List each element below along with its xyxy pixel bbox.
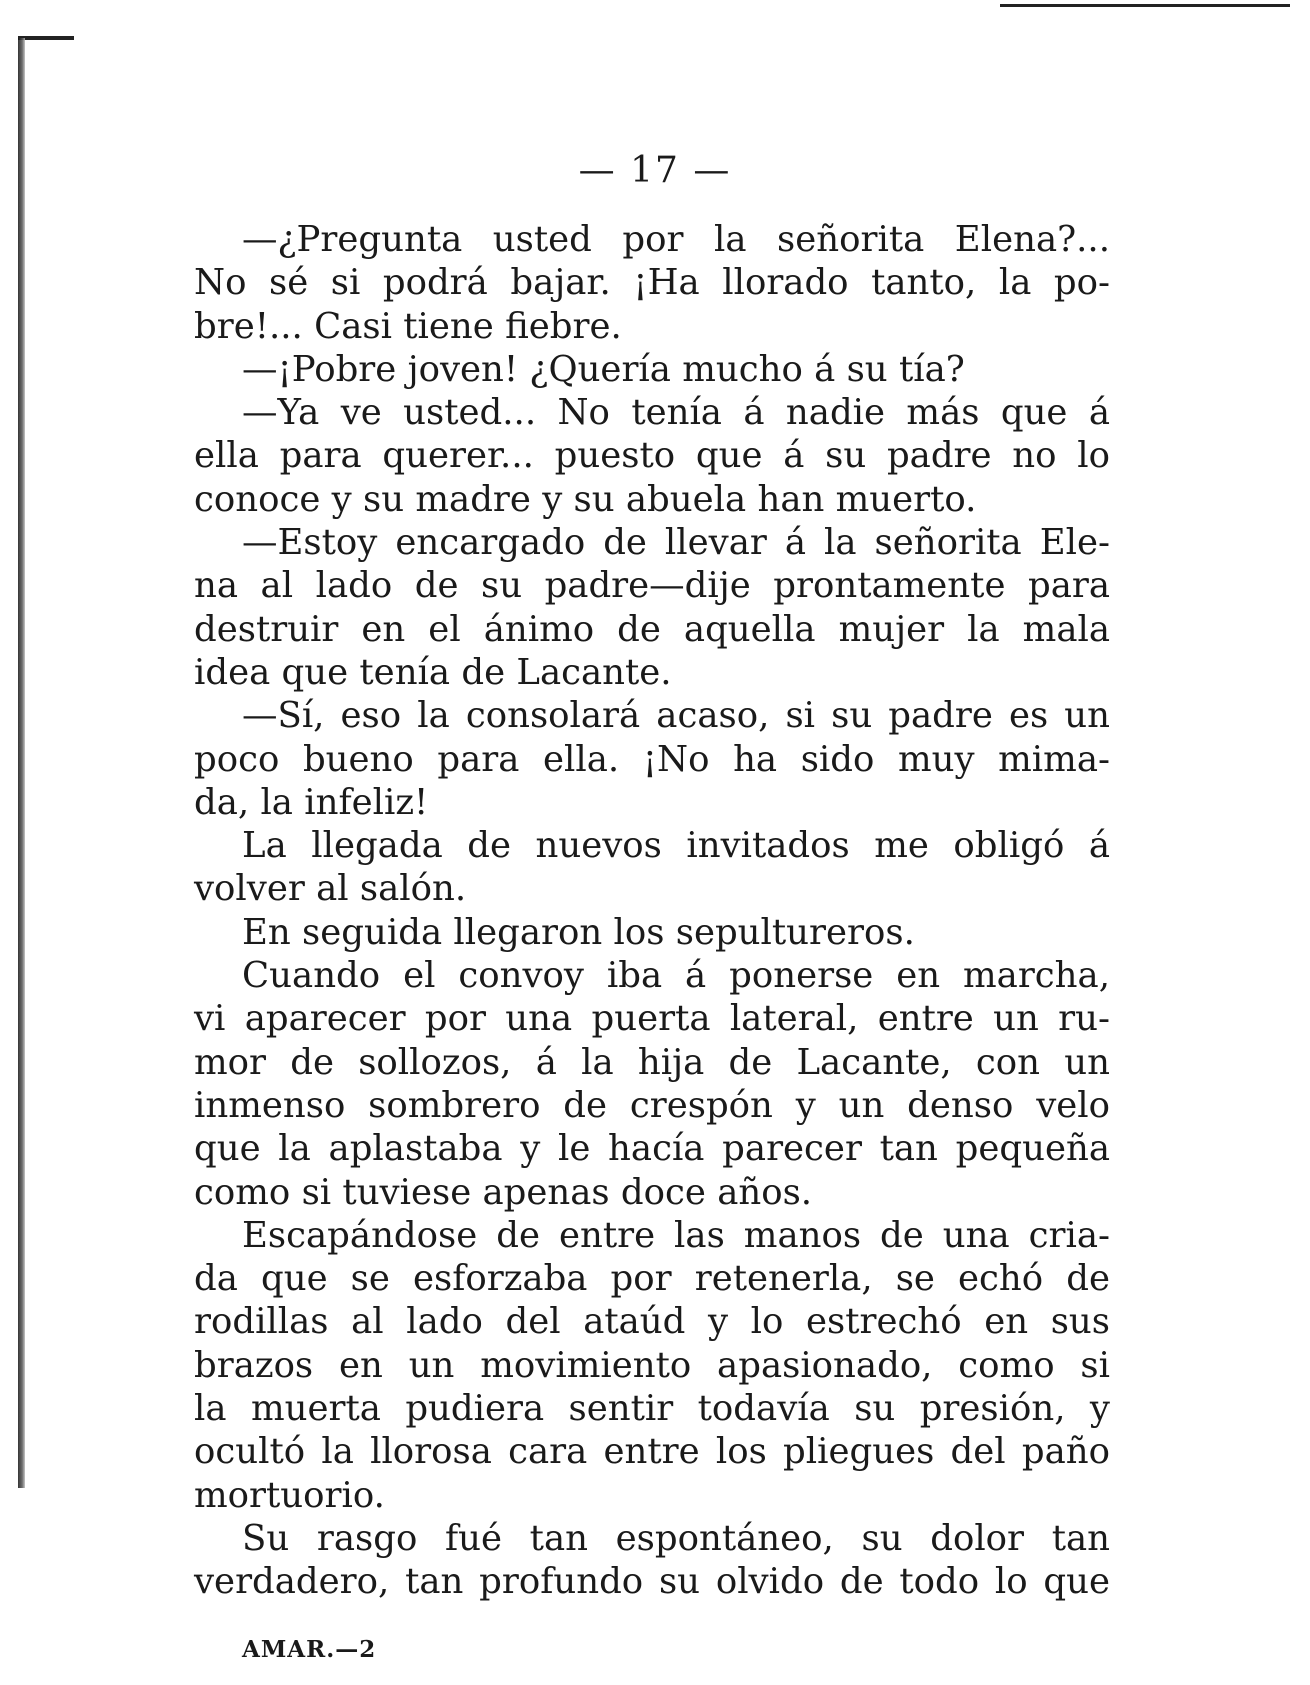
text-line: Escapándose de entre las manos de una cria-: [242, 1214, 1110, 1256]
text-line: En seguida llegaron los sepultureros.: [242, 911, 915, 953]
text-line: idea que tenía de Lacante.: [194, 651, 672, 693]
text-line: inmenso sombrero de crespón y un denso velo: [194, 1084, 1110, 1126]
text-line: brazos en un movimiento apasionado, como si: [194, 1344, 1110, 1386]
text-line: na al lado de su padre—dije prontamente para: [194, 565, 1110, 607]
text-line: conoce y su madre y su abuela han muerto.: [194, 478, 977, 520]
text-line: rodillas al lado del ataúd y lo estrechó en sus: [194, 1301, 1110, 1343]
text-line: —¿Pregunta usted por la señorita Elena?...: [242, 219, 1110, 260]
text-line: la muerta pudiera sentir todavía su presión, y: [194, 1388, 1110, 1430]
text-line: —¡Pobre joven! ¿Quería mucho á su tía?: [242, 348, 965, 390]
text-line: bre!... Casi tiene fiebre.: [194, 305, 622, 347]
text-line: —Ya ve usted... No tenía á nadie más que á: [242, 392, 1110, 434]
signature-mark: AMAR.—2: [242, 1636, 377, 1663]
text-line: —Sí, eso la consolará acaso, si su padre es un: [242, 695, 1110, 737]
text-line: que la aplastaba y le hacía parecer tan pequeña: [194, 1128, 1110, 1170]
text-line: mor de sollozos, á la hija de Lacante, con un: [194, 1041, 1110, 1083]
binding-edge-top: [18, 36, 74, 40]
binding-edge: [18, 38, 25, 1488]
text-line: vi aparecer por una puerta lateral, entre un ru-: [194, 998, 1110, 1040]
text-line: poco bueno para ella. ¡No ha sido muy mima-: [194, 738, 1110, 780]
text-line: volver al salón.: [194, 868, 467, 910]
page-number: — 17 —: [578, 150, 732, 191]
text-line: verdadero, tan profundo su olvido de todo lo que: [194, 1561, 1110, 1603]
body-text: [194, 218, 1110, 1604]
text-line: destruir en el ánimo de aquella mujer la mala: [194, 608, 1110, 650]
text-line: Su rasgo fué tan espontáneo, su dolor tan: [242, 1517, 1110, 1559]
top-rule: [1000, 4, 1290, 7]
text-line: Cuando el convoy iba á ponerse en marcha,: [242, 955, 1110, 997]
text-line: No sé si podrá bajar. ¡Ha llorado tanto, la po-: [194, 262, 1110, 304]
text-line: ocultó la llorosa cara entre los pliegues del paño: [194, 1431, 1110, 1473]
text-line: como si tuviese apenas doce años.: [194, 1171, 813, 1213]
text-line: ella para querer... puesto que á su padre no lo: [194, 435, 1110, 477]
text-line: La llegada de nuevos invitados me obligó á: [242, 825, 1110, 867]
text-line: —Estoy encargado de llevar á la señorita Ele-: [242, 522, 1110, 564]
text-line: da, la infeliz!: [194, 781, 429, 823]
text-line: mortuorio.: [194, 1474, 385, 1516]
text-line: da que se esforzaba por retenerla, se echó de: [194, 1258, 1110, 1300]
